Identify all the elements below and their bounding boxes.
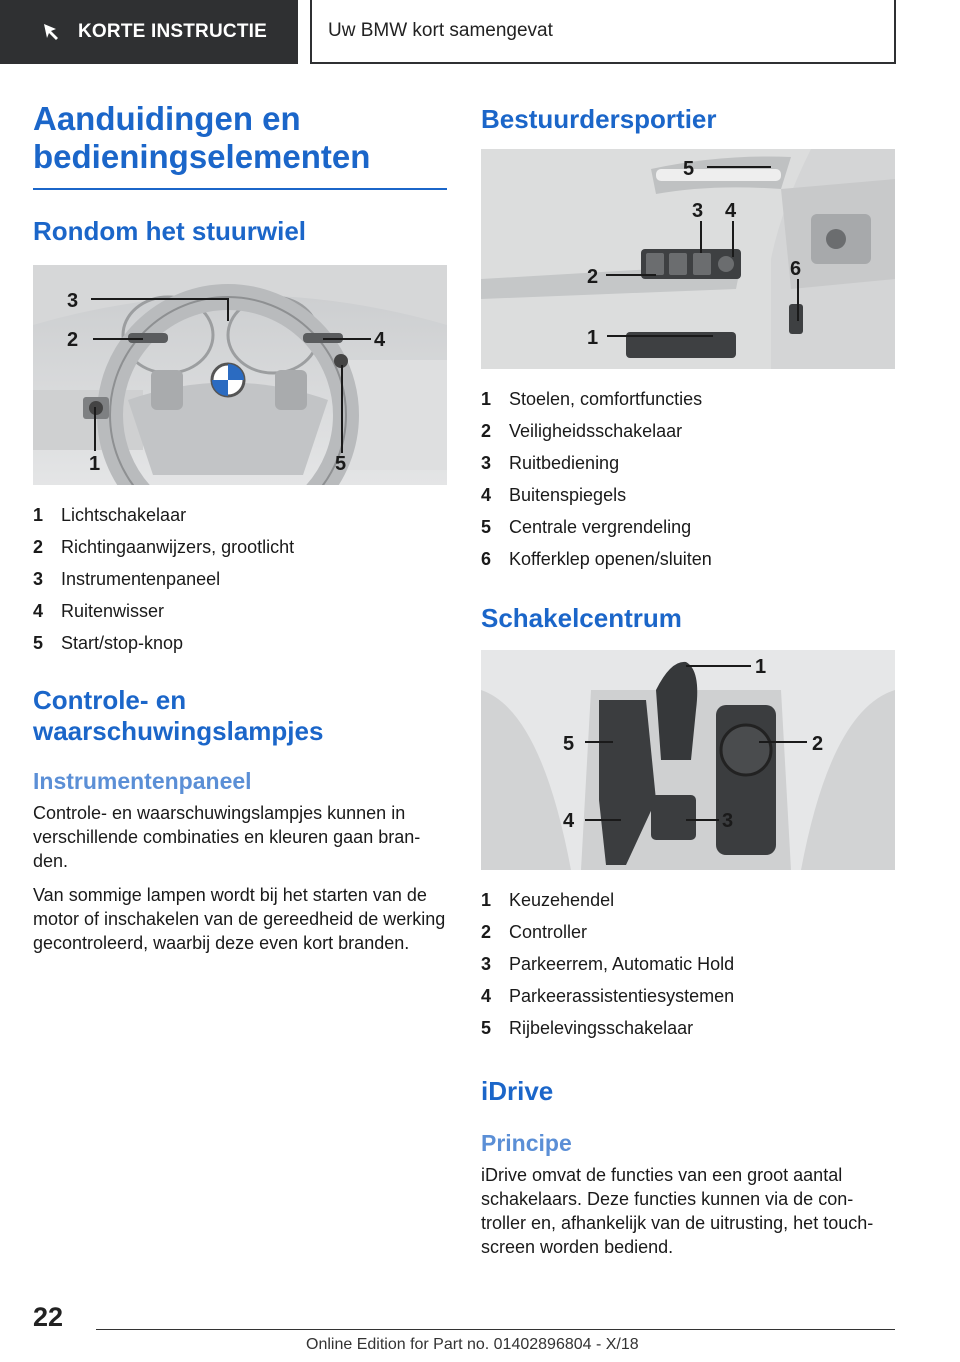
- center-console-legend: [481, 884, 895, 1044]
- section-title-door: Bestuurdersportier: [481, 104, 717, 134]
- center-console-image: [481, 650, 895, 870]
- item-number: 4: [33, 601, 44, 621]
- steering-legend: [33, 499, 447, 659]
- callout-3: 3: [692, 200, 704, 222]
- callout-3: 3: [67, 290, 79, 312]
- item-text: Start/stop-knop: [61, 633, 184, 653]
- callout-5: 5: [335, 453, 347, 475]
- page-title-line-1: Aanduidingen en: [33, 100, 301, 137]
- list-item: [33, 627, 447, 659]
- pointer-arrow-icon: [40, 20, 64, 44]
- section-title-line-1: Controle- en: [33, 685, 187, 715]
- footer-divider: [96, 1329, 895, 1330]
- tab-label: KORTE INSTRUCTIE: [78, 21, 267, 42]
- section-title-line-2: waarschuwingslampjes: [33, 716, 324, 746]
- section-title-center-console: Schakelcentrum: [481, 603, 682, 633]
- callout-2: 2: [587, 266, 599, 288]
- callout-3: 3: [722, 810, 734, 832]
- callout-6: 6: [790, 258, 802, 280]
- right-column: [481, 100, 895, 1259]
- list-item: [481, 511, 895, 543]
- item-number: 5: [481, 517, 492, 537]
- item-text: Centrale vergrendeling: [509, 517, 692, 537]
- chapter-title-box: [310, 0, 896, 64]
- item-number: 3: [481, 453, 492, 473]
- item-text: Stoelen, comfortfuncties: [509, 389, 703, 409]
- item-text: Veiligheidsschakelaar: [509, 421, 683, 441]
- page-header: [0, 0, 960, 66]
- callout-1: 1: [755, 656, 767, 678]
- callout-4: 4: [563, 810, 575, 832]
- item-number: 3: [33, 569, 44, 589]
- item-text: Keuzehendel: [509, 890, 615, 910]
- callout-5: 5: [563, 733, 575, 755]
- section-title-steering: Rondom het stuurwiel: [33, 216, 306, 246]
- list-item: [481, 415, 895, 447]
- callout-2: 2: [812, 733, 824, 755]
- item-number: 1: [33, 505, 44, 525]
- page-title: [33, 100, 447, 176]
- item-number: 2: [481, 922, 492, 942]
- item-text: Lichtschakelaar: [61, 505, 187, 525]
- section-title-idrive: iDrive: [481, 1076, 554, 1106]
- callout-5: 5: [683, 158, 695, 180]
- item-text: Ruitenwisser: [61, 601, 165, 621]
- door-legend: [481, 383, 895, 575]
- callout-1: 1: [587, 327, 599, 349]
- chapter-title: Uw BMW kort samengevat: [328, 20, 553, 41]
- list-item: [481, 948, 895, 980]
- item-text: Parkeerrem, Automatic Hold: [509, 954, 735, 974]
- edition-note: Online Edition for Part no. 01402896804 - X/18: [306, 1336, 639, 1353]
- list-item: [481, 447, 895, 479]
- callout-2: 2: [67, 329, 79, 351]
- item-number: 5: [481, 1018, 492, 1038]
- list-item: [481, 980, 895, 1012]
- list-item: [33, 531, 447, 563]
- item-number: 4: [481, 485, 492, 505]
- item-number: 3: [481, 954, 492, 974]
- item-text: Buitenspiegels: [509, 485, 627, 505]
- list-item: [33, 563, 447, 595]
- item-number: 1: [481, 389, 492, 409]
- item-number: 2: [481, 421, 492, 441]
- item-number: 6: [481, 549, 492, 569]
- paragraph: Controle- en waarschuwingslampjes kunnen in verschillende combinaties en kleuren gaan bran-den.: [33, 803, 421, 871]
- item-number: 1: [481, 890, 492, 910]
- item-text: Kofferklep openen/sluiten: [509, 549, 712, 569]
- steering-wheel-image: [33, 265, 447, 485]
- list-item: [481, 543, 895, 575]
- page-number: 22: [33, 1302, 64, 1332]
- subsection-title-instrument-panel: Instrumentenpaneel: [33, 768, 252, 794]
- callout-4: 4: [725, 200, 737, 222]
- paragraph: Van sommige lampen wordt bij het starten van de motor of inschakelen van de gereedheid de werking gecontroleerd, waarbij deze even kort branden.: [33, 885, 446, 953]
- item-text: Controller: [509, 922, 588, 942]
- item-text: Richtingaanwijzers, grootlicht: [61, 537, 295, 557]
- list-item: [481, 383, 895, 415]
- callout-1: 1: [89, 453, 101, 475]
- driver-door-image: [481, 149, 895, 369]
- page-title-line-2: bedieningselementen: [33, 138, 371, 175]
- list-item: [481, 1012, 895, 1044]
- list-item: [33, 595, 447, 627]
- item-number: 2: [33, 537, 44, 557]
- item-number: 4: [481, 986, 492, 1006]
- list-item: [481, 884, 895, 916]
- callout-4: 4: [374, 329, 386, 351]
- section-title-warning-lights: [33, 685, 447, 747]
- item-number: 5: [33, 633, 44, 653]
- item-text: Parkeerassistentiesystemen: [509, 986, 735, 1006]
- section-tab-korte-instructie[interactable]: [0, 0, 298, 64]
- title-divider: [33, 188, 447, 190]
- paragraph: iDrive omvat de functies van een groot aantal schakelaars. Deze functies kunnen via de con-troller en, afhankelijk van de uitrusting, het touch-screen worden bediend.: [481, 1165, 874, 1257]
- list-item: [481, 479, 895, 511]
- list-item: [33, 499, 447, 531]
- item-text: Ruitbediening: [509, 453, 620, 473]
- item-text: Rijbelevingsschakelaar: [509, 1018, 694, 1038]
- left-column: [33, 100, 447, 955]
- list-item: [481, 916, 895, 948]
- subsection-title-principle: Principe: [481, 1130, 572, 1156]
- item-text: Instrumentenpaneel: [61, 569, 221, 589]
